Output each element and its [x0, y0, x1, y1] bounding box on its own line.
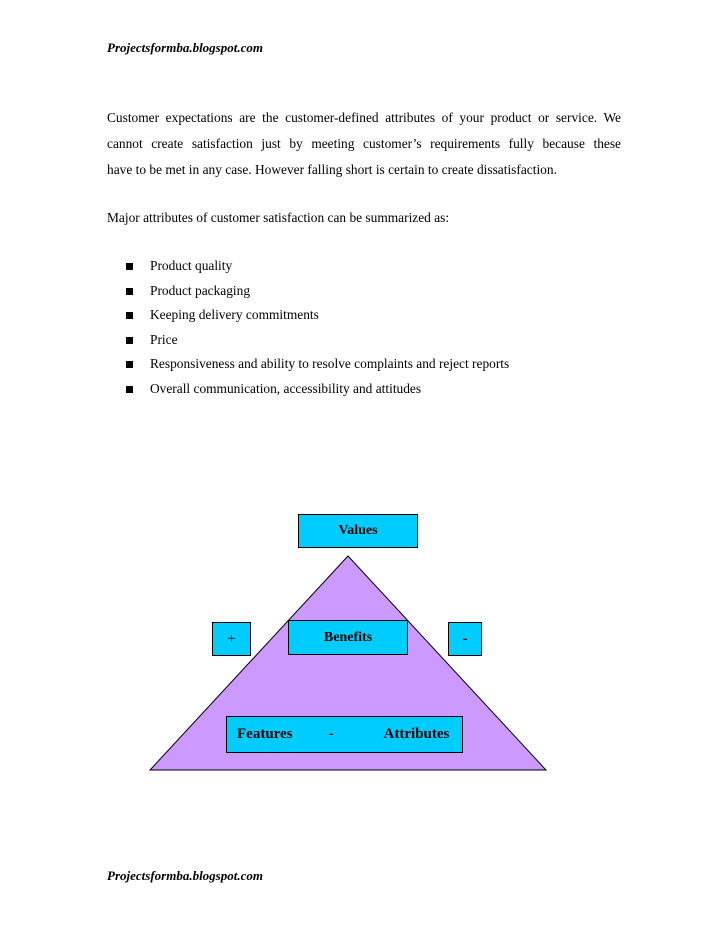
values-box	[298, 514, 418, 548]
minus-box	[448, 622, 482, 656]
list-item-text: Product packaging	[150, 282, 251, 298]
plus-box	[212, 622, 251, 656]
list-item-text: Responsiveness and ability to resolve complaints and reject reports	[150, 356, 510, 372]
paragraph-line: have to be met in any case. However falling short is certain to create dissatisfaction.	[107, 162, 557, 177]
list-item-text: Price	[150, 331, 178, 347]
benefits-label: Benefits	[323, 629, 373, 645]
dash-label: -	[328, 726, 334, 742]
paragraph-line: cannot create satisfaction just by meeting customer’s requirements fully because these	[107, 136, 621, 151]
features-attributes-box	[226, 716, 463, 753]
values-label: Values	[338, 523, 378, 538]
features-label: Features	[237, 726, 293, 742]
list-item-text: Keeping delivery commitments	[150, 307, 319, 323]
plus-label: +	[227, 630, 236, 647]
benefits-box	[288, 620, 408, 655]
paragraph-line: Customer expectations are the customer-defined attributes of your product or service. We	[107, 110, 621, 125]
header-site-link: Projectsformba.blogspot.com	[107, 40, 263, 55]
attributes-label: Attributes	[383, 726, 450, 742]
minus-label: -	[462, 630, 468, 647]
list-item-text: Overall communication, accessibility and attitudes	[150, 380, 422, 396]
footer-site-link: Projectsformba.blogspot.com	[107, 868, 263, 883]
paragraph-line: Major attributes of customer satisfaction can be summarized as:	[107, 210, 450, 225]
list-item-text: Product quality	[150, 258, 233, 273]
